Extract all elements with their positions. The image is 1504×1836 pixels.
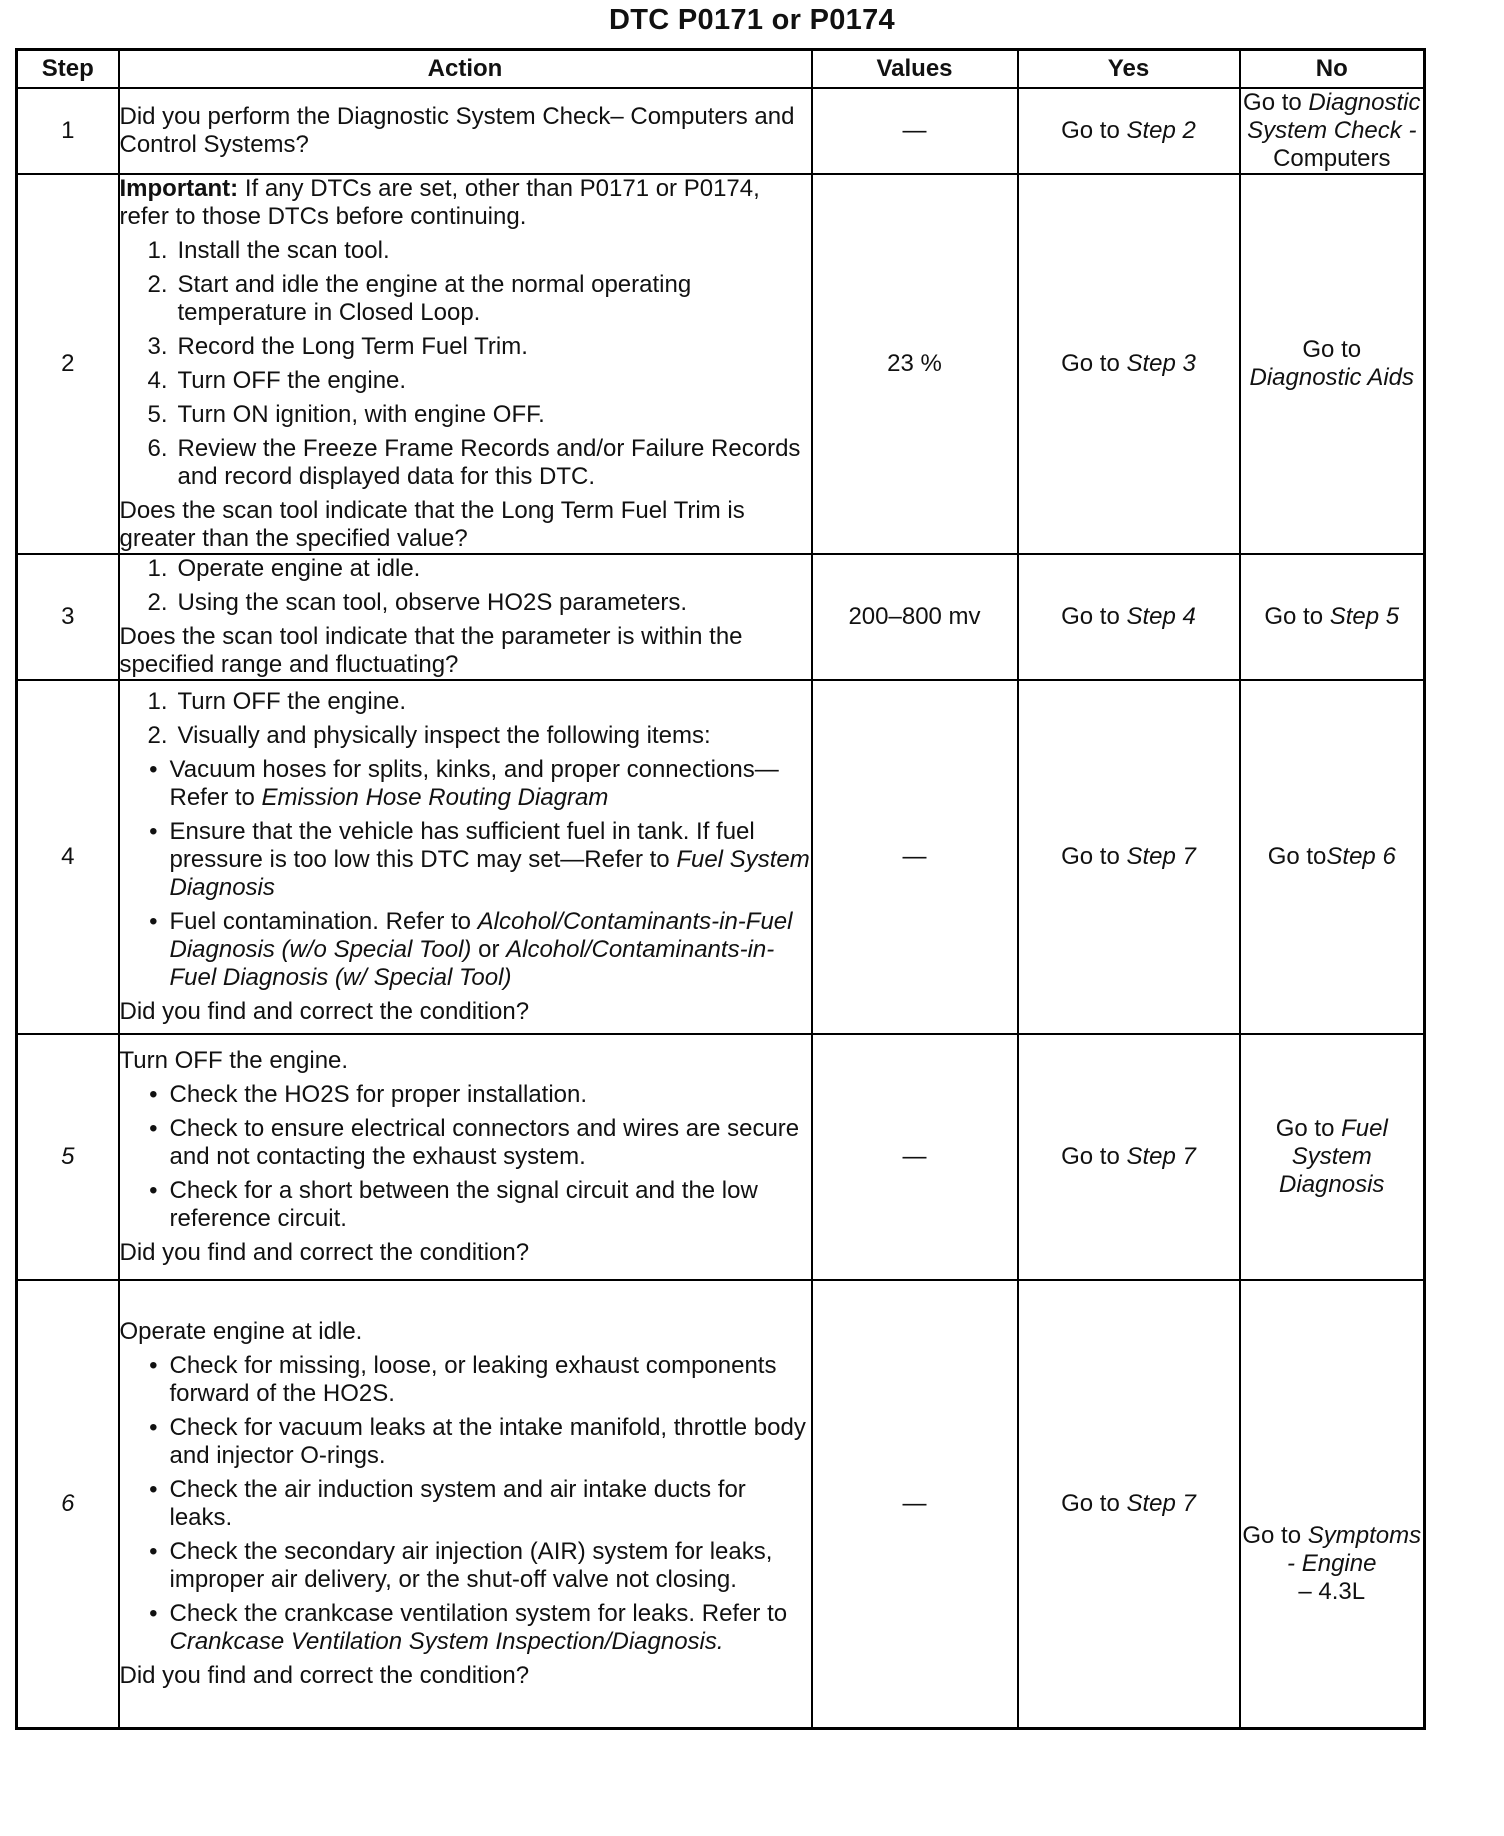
value-cell: — [812,88,1018,174]
no-cell [1240,1034,1425,1280]
header-step: Step [17,50,119,89]
list-item: 6. Review the Freeze Frame Records and/or Failure Records and record displayed data for this DTC. [147,435,801,490]
yes-prefix: Go to [1061,843,1127,870]
no-link[interactable]: Step 5 [1329,603,1400,630]
no-link[interactable]: Diagnostic System Check - [1247,89,1421,144]
table-row-step-3 [17,554,1425,680]
list-item: 1. Turn OFF the engine. [147,688,407,715]
no-cell [1240,554,1425,680]
header-no: No [1240,50,1425,89]
action-cell [119,554,812,680]
yes-prefix: Go to [1061,1143,1127,1170]
header-action: Action [119,50,812,89]
yes-link[interactable]: Step 4 [1126,603,1196,630]
value-cell: 23 % [812,174,1018,554]
list-item: 2. Using the scan tool, observe HO2S parameters. [147,589,688,616]
important-label: Important: [119,175,239,202]
bullet-item: • Check for missing, loose, or leaking exhaust components forward of the HO2S. [149,1351,777,1407]
no-cell [1240,1280,1425,1728]
table-row-step-5 [17,1034,1425,1280]
bullet-item: • Check for a short between the signal circuit and the low reference circuit. [149,1177,758,1232]
value-cell: — [812,1034,1018,1280]
reference-link[interactable]: Fuel System Diagnosis [169,846,810,901]
yes-link[interactable]: Step 7 [1126,843,1196,870]
list-item: 4. Turn OFF the engine. [147,367,407,394]
value-cell: — [812,1280,1018,1728]
no-link[interactable]: Fuel System Diagnosis [1279,1115,1388,1198]
reference-link[interactable]: Alcohol/Contaminants-in-Fuel Diagnosis (w/o Special Tool) [169,908,793,963]
step-number: 6 [17,1280,119,1728]
action-cell [119,174,812,554]
bullet-item: • Check to ensure electrical connectors and wires are secure and not contacting the exhaust system. [149,1115,800,1170]
yes-link[interactable]: Step 7 [1126,1143,1196,1170]
important-text: If any DTCs are set, other than P0171 or P0174, refer to those DTCs before continuing. [119,175,760,230]
yes-link[interactable]: Step 3 [1126,350,1196,377]
step-number: 1 [17,88,119,174]
bullet-item: • Check the air induction system and air intake ducts for leaks. [149,1475,746,1531]
header-yes: Yes [1018,50,1240,89]
no-cell [1240,88,1425,174]
value-cell: 200–800 mv [812,554,1018,680]
step-number: 4 [17,680,119,1034]
no-link[interactable]: Diagnostic Aids [1249,364,1415,391]
page-title: DTC P0171 or P0174 [609,4,895,36]
action-cell [119,1280,812,1728]
no-suffix: – 4.3L [1298,1577,1366,1605]
no-prefix: Go to [1264,603,1330,630]
reference-link[interactable]: Crankcase Ventilation System Inspection/Diagnosis. [169,1627,724,1655]
yes-cell [1018,88,1240,174]
no-link[interactable]: Step 6 [1326,843,1396,870]
bullet-item: • Vacuum hoses for splits, kinks, and proper connections— Refer to Emission Hose Routing Diagram [149,756,779,811]
dtc-table [15,48,1426,1730]
step-number: 5 [17,1034,119,1280]
value-cell: — [812,680,1018,1034]
action-cell [119,1034,812,1280]
bullet-item: • Check the crankcase ventilation system for leaks. Refer to Crankcase Ventilation System Inspection/Diagnosis. [149,1599,788,1655]
list-item: 1. Operate engine at idle. [147,555,421,582]
reference-link[interactable]: Emission Hose Routing Diagram [261,784,609,811]
no-cell [1240,174,1425,554]
list-item: 2. Start and idle the engine at the normal operating temperature in Closed Loop. [147,271,692,326]
table-row-step-2 [17,174,1425,554]
yes-link[interactable]: Step 2 [1126,117,1196,144]
action-question: Does the scan tool indicate that the parameter is within the specified range and fluctuating? [119,623,743,678]
no-cell [1240,680,1425,1034]
list-item: 1. Install the scan tool. [147,237,390,264]
table-row-step-6 [17,1280,1425,1728]
step-number: 2 [17,174,119,554]
action-intro: Operate engine at idle. [119,1317,363,1345]
reference-link[interactable]: Alcohol/Contaminants-in-Fuel Diagnosis (w/ Special Tool) [169,936,775,991]
header-values: Values [812,50,1018,89]
action-question: Did you perform the Diagnostic System Check– Computers and Control Systems? [119,103,795,158]
list-item: 3. Record the Long Term Fuel Trim. [147,333,528,360]
yes-cell [1018,1034,1240,1280]
no-prefix: Go to [1242,1521,1308,1549]
no-prefix: Go to [1243,89,1309,116]
action-question: Did you find and correct the condition? [119,1661,530,1689]
table-row-step-4 [17,680,1425,1034]
action-question: Does the scan tool indicate that the Long Term Fuel Trim is greater than the specified value? [119,497,745,552]
yes-cell [1018,1280,1240,1728]
list-item: 5. Turn ON ignition, with engine OFF. [147,401,545,428]
yes-cell [1018,554,1240,680]
bullet-item: • Fuel contamination. Refer to Alcohol/Contaminants-in-Fuel Diagnosis (w/o Special Tool) or Alcohol/Contaminants-in-Fuel Diagnosis (w/ Special Tool) [149,908,793,991]
no-prefix: Go to [1302,336,1362,363]
no-prefix: Go to [1267,843,1327,870]
action-question: Did you find and correct the condition? [119,998,530,1025]
action-intro: Turn OFF the engine. [119,1047,349,1074]
header-row [17,50,1425,89]
list-item: 2. Visually and physically inspect the following items: [147,722,711,749]
bullet-item: • Check the HO2S for proper installation. [149,1081,588,1108]
yes-link[interactable]: Step 7 [1126,1489,1196,1517]
yes-prefix: Go to [1061,117,1127,144]
no-prefix: Go to [1275,1115,1342,1142]
yes-prefix: Go to [1061,1489,1127,1517]
step-number: 3 [17,554,119,680]
bullet-item: • Check for vacuum leaks at the intake manifold, throttle body and injector O-rings. [149,1413,806,1469]
action-cell [119,88,812,174]
yes-cell [1018,680,1240,1034]
bullet-item: • Ensure that the vehicle has sufficient fuel in tank. If fuel pressure is too low this DTC may set—Refer to Fuel System Diagnosis [149,818,810,901]
yes-prefix: Go to [1061,350,1127,377]
no-suffix: Computers [1273,145,1391,172]
action-question: Did you find and correct the condition? [119,1239,530,1266]
action-cell [119,680,812,1034]
yes-cell [1018,174,1240,554]
table-row-step-1 [17,88,1425,174]
bullet-item: • Check the secondary air injection (AIR) system for leaks, improper air delivery, or the shut-off valve not closing. [149,1537,773,1593]
important-note [120,175,811,231]
no-link[interactable]: Symptoms - Engine [1287,1521,1422,1577]
yes-prefix: Go to [1061,603,1127,630]
